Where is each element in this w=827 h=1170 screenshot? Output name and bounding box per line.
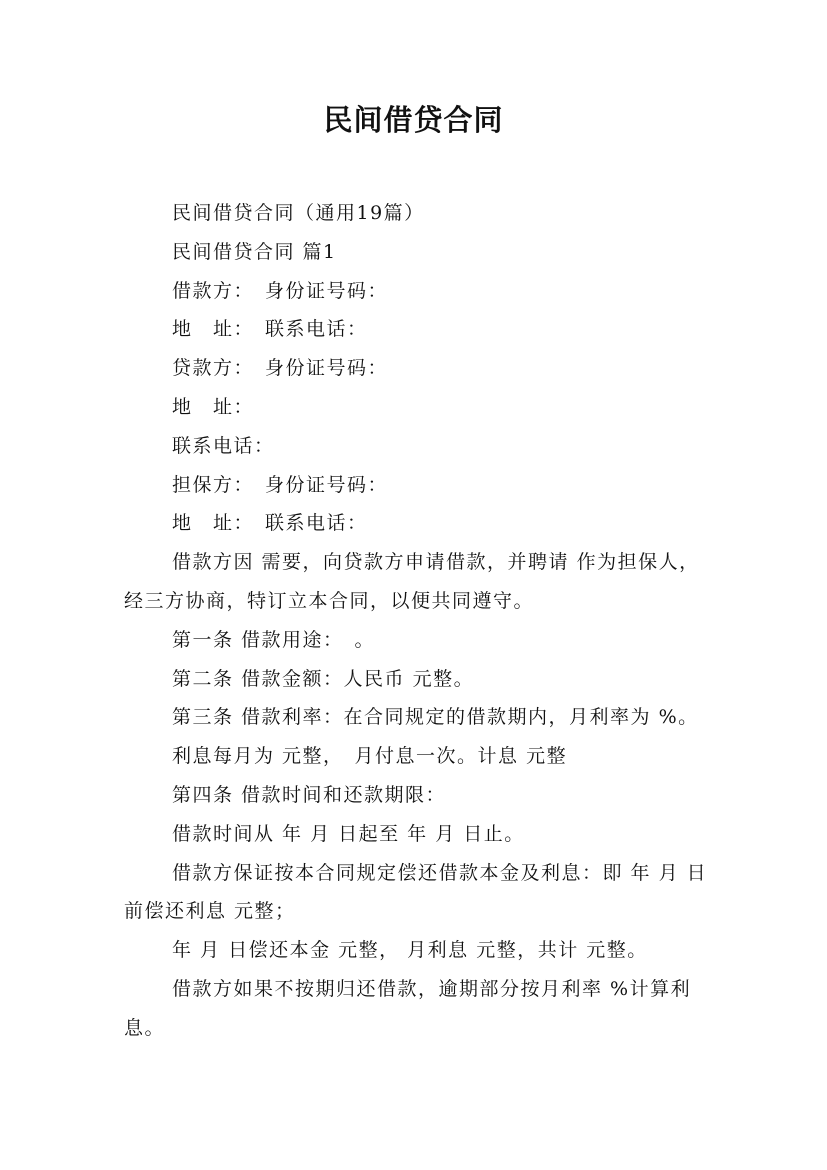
paragraph-borrower-address: 地 址： 联系电话：	[172, 318, 368, 341]
paragraph-article-3: 第三条 借款利率：在合同规定的借款期内，月利率为 %。	[172, 706, 699, 729]
paragraph-borrower: 借款方： 身份证号码：	[172, 279, 389, 302]
paragraph-guarantor: 担保方： 身份证号码：	[172, 473, 389, 496]
paragraph-repayment-guarantee: 借款方保证按本合同规定偿还借款本金及利息：即 年 月 日前偿还利息 元整；	[124, 861, 708, 923]
paragraph-interest: 利息每月为 元整， 月付息一次。计息 元整	[172, 745, 568, 768]
paragraph-lender-phone: 联系电话：	[172, 434, 275, 457]
paragraph-loan-period: 借款时间从 年 月 日起至 年 月 日止。	[172, 822, 525, 845]
paragraph-heading: 民间借贷合同（通用19篇）	[172, 202, 425, 224]
paragraph-lender-address: 地 址：	[172, 395, 255, 418]
paragraph-preamble: 借款方因 需要，向贷款方申请借款，并聘请 作为担保人，经三方协商，特订立本合同，以便共同遵守。	[124, 551, 700, 612]
paragraph-principal-repayment: 年 月 日偿还本金 元整， 月利息 元整，共计 元整。	[172, 939, 648, 962]
paragraph-lender: 贷款方： 身份证号码：	[172, 357, 389, 380]
paragraph-article-4: 第四条 借款时间和还款期限：	[172, 783, 447, 806]
document-title: 民间借贷合同	[323, 103, 504, 137]
paragraph-article-title: 民间借贷合同 篇1	[172, 240, 337, 263]
paragraph-article-1: 第一条 借款用途： 。	[172, 628, 376, 651]
paragraph-article-2: 第二条 借款金额：人民币 元整。	[172, 667, 475, 690]
document-body	[124, 194, 714, 1048]
paragraph-guarantor-address: 地 址： 联系电话：	[172, 512, 368, 535]
paragraph-overdue: 借款方如果不按期归还借款，逾期部分按月利率 %计算利息。	[124, 977, 692, 1039]
